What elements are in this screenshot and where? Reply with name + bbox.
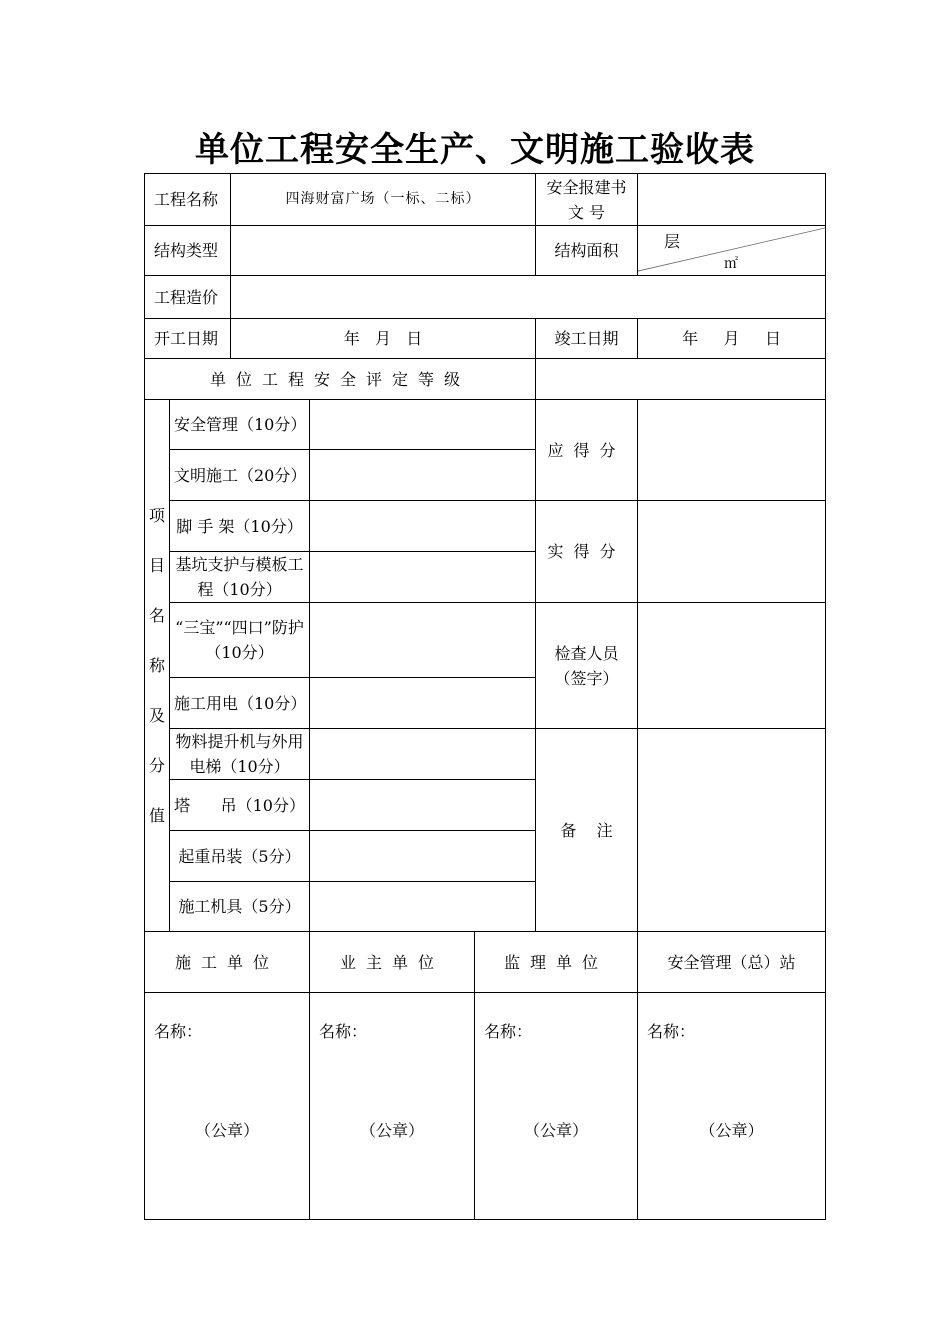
item-value[interactable] (310, 400, 536, 450)
item-value[interactable] (310, 678, 536, 729)
unit-title: 安全管理（总）站 (638, 932, 826, 993)
item-name: “三宝”“四口”防护（10分） (170, 603, 310, 678)
floor-label: 层 (664, 232, 681, 251)
unit-name-label: 名称： (319, 1022, 368, 1041)
inspector-label: 检查人员（签字） (536, 603, 638, 729)
item-value[interactable] (310, 603, 536, 678)
unit-name-label: 名称： (647, 1022, 696, 1041)
item-value[interactable] (310, 729, 536, 780)
item-name: 塔 吊（10分） (170, 780, 310, 831)
report-doc-value[interactable] (638, 174, 826, 226)
item-value[interactable] (310, 882, 536, 932)
items-vertical-label: 项 目 名 称 及 分 值 (145, 400, 170, 932)
project-name-value[interactable]: 四海财富广场（一标、二标） (231, 174, 536, 226)
page-title: 单位工程安全生产、文明施工验收表 (195, 130, 755, 170)
item-value[interactable] (310, 450, 536, 501)
should-score-label: 应得分 (536, 400, 638, 501)
unit-signature-cell[interactable] (475, 993, 638, 1220)
item-value[interactable] (310, 501, 536, 552)
unit-title: 施工单位 (145, 932, 310, 993)
structure-area-label: 结构面积 (536, 226, 638, 276)
remarks-label: 备 注 (536, 729, 638, 932)
unit-name-label: 名称： (484, 1022, 533, 1041)
unit-name-label: 名称： (154, 1022, 203, 1041)
item-value[interactable] (310, 780, 536, 831)
start-date-value[interactable]: 年 月 日 (231, 319, 536, 359)
unit-seal-label: （公章） (699, 1121, 764, 1140)
end-date-label: 竣工日期 (536, 319, 638, 359)
inspector-value[interactable] (638, 603, 826, 729)
cost-value[interactable] (231, 276, 826, 319)
project-name-label: 工程名称 (145, 174, 231, 226)
item-name: 脚 手 架（10分） (170, 501, 310, 552)
structure-type-value[interactable] (231, 226, 536, 276)
item-value[interactable] (310, 552, 536, 603)
unit-title: 业主单位 (310, 932, 475, 993)
acceptance-table (144, 173, 826, 1220)
item-name: 起重吊装（5分） (170, 831, 310, 882)
area-unit-label: ㎡ (724, 256, 739, 272)
item-name: 安全管理（10分） (170, 400, 310, 450)
structure-area-cell[interactable] (638, 226, 826, 276)
item-name: 物料提升机与外用电梯（10分） (170, 729, 310, 780)
unit-signature-cell[interactable] (145, 993, 310, 1220)
item-name: 文明施工（20分） (170, 450, 310, 501)
should-score-value[interactable] (638, 400, 826, 501)
rating-value[interactable] (536, 359, 826, 400)
rating-header: 单位工程安全评定等级 (145, 359, 536, 400)
unit-signature-cell[interactable] (638, 993, 826, 1220)
cost-label: 工程造价 (145, 276, 231, 319)
item-name: 基坑支护与模板工程（10分） (170, 552, 310, 603)
item-name: 施工用电（10分） (170, 678, 310, 729)
unit-seal-label: （公章） (524, 1121, 589, 1140)
actual-score-label: 实得分 (536, 501, 638, 603)
remarks-value[interactable] (638, 729, 826, 932)
unit-seal-label: （公章） (360, 1121, 425, 1140)
start-date-label: 开工日期 (145, 319, 231, 359)
end-date-value[interactable]: 年 月 日 (638, 319, 826, 359)
actual-score-value[interactable] (638, 501, 826, 603)
structure-type-label: 结构类型 (145, 226, 231, 276)
report-doc-label: 安全报建书文 号 (536, 174, 638, 226)
unit-title: 监理单位 (475, 932, 638, 993)
item-name: 施工机具（5分） (170, 882, 310, 932)
item-value[interactable] (310, 831, 536, 882)
unit-seal-label: （公章） (195, 1121, 260, 1140)
unit-signature-cell[interactable] (310, 993, 475, 1220)
